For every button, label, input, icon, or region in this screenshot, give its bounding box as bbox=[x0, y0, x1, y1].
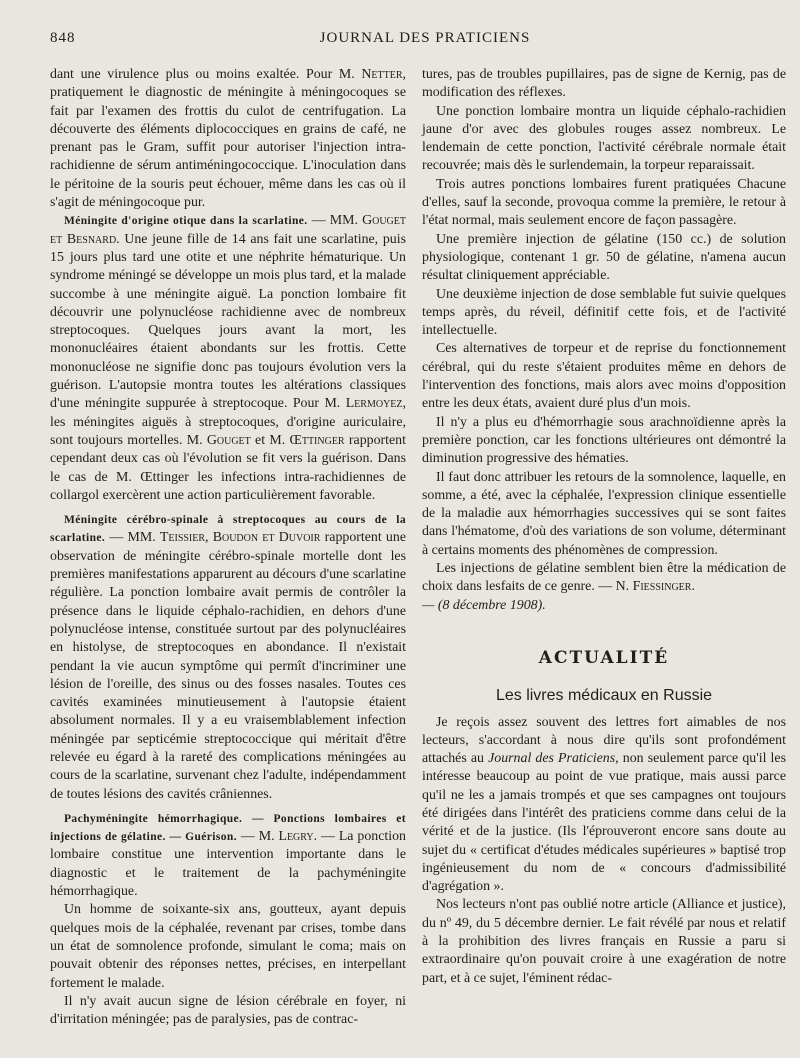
section-heading: Méningite d'origine otique dans la scarlatine. bbox=[64, 215, 308, 228]
paragraph: Trois autres ponctions lombaires furent pratiquées Chacune d'elles, sauf la seconde, provoqua comme la première, le retour à l'état normal, mais seulement encore de façon passagère. bbox=[422, 176, 786, 229]
text: — MM. bbox=[307, 213, 363, 229]
author-name: Netter bbox=[361, 67, 403, 82]
text: , les méningites aiguës à streptocoques, d'origine auriculaire, sont toujours mortelles. M. bbox=[50, 396, 406, 448]
paragraph: Une ponction lombaire montra un liquide céphalo-rachidien jaune d'or avec des globules rouges assez nombreux. Le lendemain de cette ponction, l'activité cérébrale normale était recouvrée; mais dès le surlendemain, la torpeur reparaissait. bbox=[422, 103, 786, 174]
article-title: Les livres médicaux en Russie bbox=[495, 687, 713, 705]
paragraph: tures, pas de troubles pupillaires, pas de signe de Kernig, pas de modification des réflexes. bbox=[422, 67, 786, 101]
text: Les injections de gélatine semblent bien être la médication de choix dans lesfaits de ce genre. — N. bbox=[422, 561, 786, 595]
paragraph bbox=[50, 511, 406, 804]
paragraph bbox=[50, 212, 406, 505]
section-heading: Pachyméningite hémorrhagique. — Ponctions lombaires et injections de gélatine. — Guérison. bbox=[50, 812, 406, 844]
text: rapportent une observation de méningite cérébro-spinale mortelle dont les premières manifestations apparurent au décours d'une scarlatine régulière. La ponction lombaire avait permis de contrôler la présence dans le liquide céphalo-rachidien, en dehors d'une polynucléose intense, constituée surtout par des polynucléaires en histolyse, de streptocoques en abondance. Il n'existait pendant la vie aucun symptôme qui permît d'incriminer une lésion de l'oreille, des sinus ou des fosses nasales. Toutes ces cavités examinées minutieusement à l'autopsie étaient absolument normales. Il y a eu vraisemblablement infection méningée par septicémie streptococcique qui méritait d'être relevée eu égard à la rareté des complications méningées au cours de la scarlatine, survenant chez l'adulte, indépendamment de toutes lésions des cavités crâniennes. bbox=[50, 530, 406, 802]
section-heading: Méningite cérébro-spinale à streptocoques au cours de la scarlatine. bbox=[50, 514, 406, 545]
section-title: ACTUALITÉ bbox=[538, 647, 670, 668]
paragraph bbox=[50, 66, 406, 212]
paragraph: Nos lecteurs n'ont pas oublié notre article (Alliance et justice), du nº 49, du 5 décembre dernier. Le fait révélé par nous et relatif à la prohibition des livres français en Russie a paru si extraordinaire qu'on pouvait croire à une exagération de notre part, et à ce sujet, l'éminent rédac- bbox=[422, 897, 786, 986]
text: — M. bbox=[237, 829, 279, 845]
paragraph: Il n'y avait aucun signe de lésion cérébrale en foyer, ni d'irritation méningée; pas de paralysies, pas de contrac- bbox=[50, 993, 406, 1028]
journal-name: Journal des Praticiens bbox=[488, 751, 616, 767]
text: et M. bbox=[250, 432, 290, 448]
left-column bbox=[50, 66, 406, 1029]
paragraph: Il faut donc attribuer les retours de la somnolence, laquelle, en somme, a été, avec la céphalée, l'expression clinique essentielle de la maladie aux hémorrhagies successives qui se sont faites dans l'hématome, d'où des variations de son volume, déterminant à certains moments des phénomènes de compression. bbox=[422, 469, 786, 558]
journal-title: JOURNAL DES PRATICIENS bbox=[319, 30, 531, 46]
text: . bbox=[691, 579, 695, 595]
text: rapportent cependant deux cas où l'évolution se fit vers la guérison. Dans le cas de M. Œttinger les infections intra-rachidiennes de collargol exercèrent une action particulièrement favorable. bbox=[50, 432, 406, 503]
article-date: — (8 décembre 1908). bbox=[422, 597, 546, 613]
author-name: Œttinger bbox=[289, 432, 345, 448]
paragraph bbox=[422, 560, 786, 615]
text: dant une virulence plus ou moins exaltée. Pour M. bbox=[50, 67, 362, 82]
paragraph: Un homme de soixante-six ans, goutteux, ayant depuis quelques mois de la céphalée, revenant par crises, tombe dans un état de somnolence profonde, simulant le coma; mais on pouvait obtenir des réponses nettes, précises, en interpellant fortement le malade. bbox=[50, 902, 406, 991]
author-name: Fiessinger bbox=[632, 579, 692, 595]
page-number: 848 bbox=[50, 30, 76, 46]
author-name: Gouget et Besnard bbox=[50, 213, 406, 247]
paragraph: Ces alternatives de torpeur et de reprise du fonctionnement cérébral, qui du reste s'étaient produites même en dehors de l'intervention des fonctions, mais alors avec moins d'opposition entre les deux états, avaient duré plus d'un mois. bbox=[422, 341, 786, 412]
author-name: Teissier, Boudon et Duvoir bbox=[159, 530, 321, 546]
paragraph: Une deuxième injection de dose semblable fut suivie quelques temps après, du réveil, définitif cette fois, et de l'activité intellectuelle. bbox=[422, 286, 786, 339]
right-column bbox=[422, 66, 786, 988]
paragraph bbox=[50, 810, 406, 901]
author-name: Lermoyez bbox=[345, 396, 403, 412]
text: , non seulement parce qu'il les intéresse beaucoup au point de vue pratique, mais aussi parce qu'il ne les a jamais trompés et que ses campagnes ont toujours été dirigées dans l'intérêt des praticiens comme dans celui de la vérité et de la justice. (Ils l'éprouveront encore sans doute au sujet du « certificat d'études médicales supérieures » baptisé trop ingénieusement du nom de « concours d'admissibilité d'agrégation ». bbox=[422, 751, 786, 895]
text: . Une jeune fille de 14 ans fait une scarlatine, puis 15 jours plus tard une otite et une néphrite hématurique. Un syndrome méningé se développe un mois plus tard, et la malade succombe à une méningite aiguë. La ponction lombaire fit découvrir une polynucléose rachidienne avec de nombreux streptocoques. Quelques jours avant la mort, les mononucléaires étaient abondants sur les frottis. Cette mononucléose ne signifie donc pas toujours évolution vers la guérison. L'autopsie montra toutes les altérations classiques d'une méningite suppurée à streptocoque. Pour M. bbox=[50, 231, 406, 412]
paragraph: Une première injection de gélatine (150 cc.) de solution physiologique, contenant 1 gr. 50 de gélatine, n'amena aucun résultat cliniquement appréciable. bbox=[422, 231, 786, 284]
author-name: Gouget bbox=[206, 432, 251, 448]
paragraph: Il n'y a plus eu d'hémorrhagie sous arachnoïdienne après la première ponction, car les fonctions ultérieures ont démontré la diminution progressive des hématies. bbox=[422, 414, 786, 467]
text: , pratiquement le diagnostic de méningite à méningocoques se fait par l'examen des frottis du culot de centrifugation. La découverte des éléments diplococciques en grains de café, ne prenant pas le Gram, suffit pour autoriser l'injection intra-rachidienne de sérum antiméningococcique. L'inoculation dans le péritoine de la souris peut échouer, même dans les cas où il s'agit de méningocoque pur. bbox=[50, 67, 406, 211]
author-name: Legry bbox=[278, 829, 314, 845]
text: — MM. bbox=[105, 530, 160, 546]
text: . — La ponction lombaire constitue une intervention importante dans le diagnostic et le traitement de la pachyméningite hémorrhagique. bbox=[50, 829, 406, 900]
paragraph bbox=[422, 714, 786, 897]
text: Je reçois assez souvent des lettres fort aimables de nos lecteurs, s'accordant à nous dire qu'ils sont profondément attachés au bbox=[422, 714, 786, 767]
